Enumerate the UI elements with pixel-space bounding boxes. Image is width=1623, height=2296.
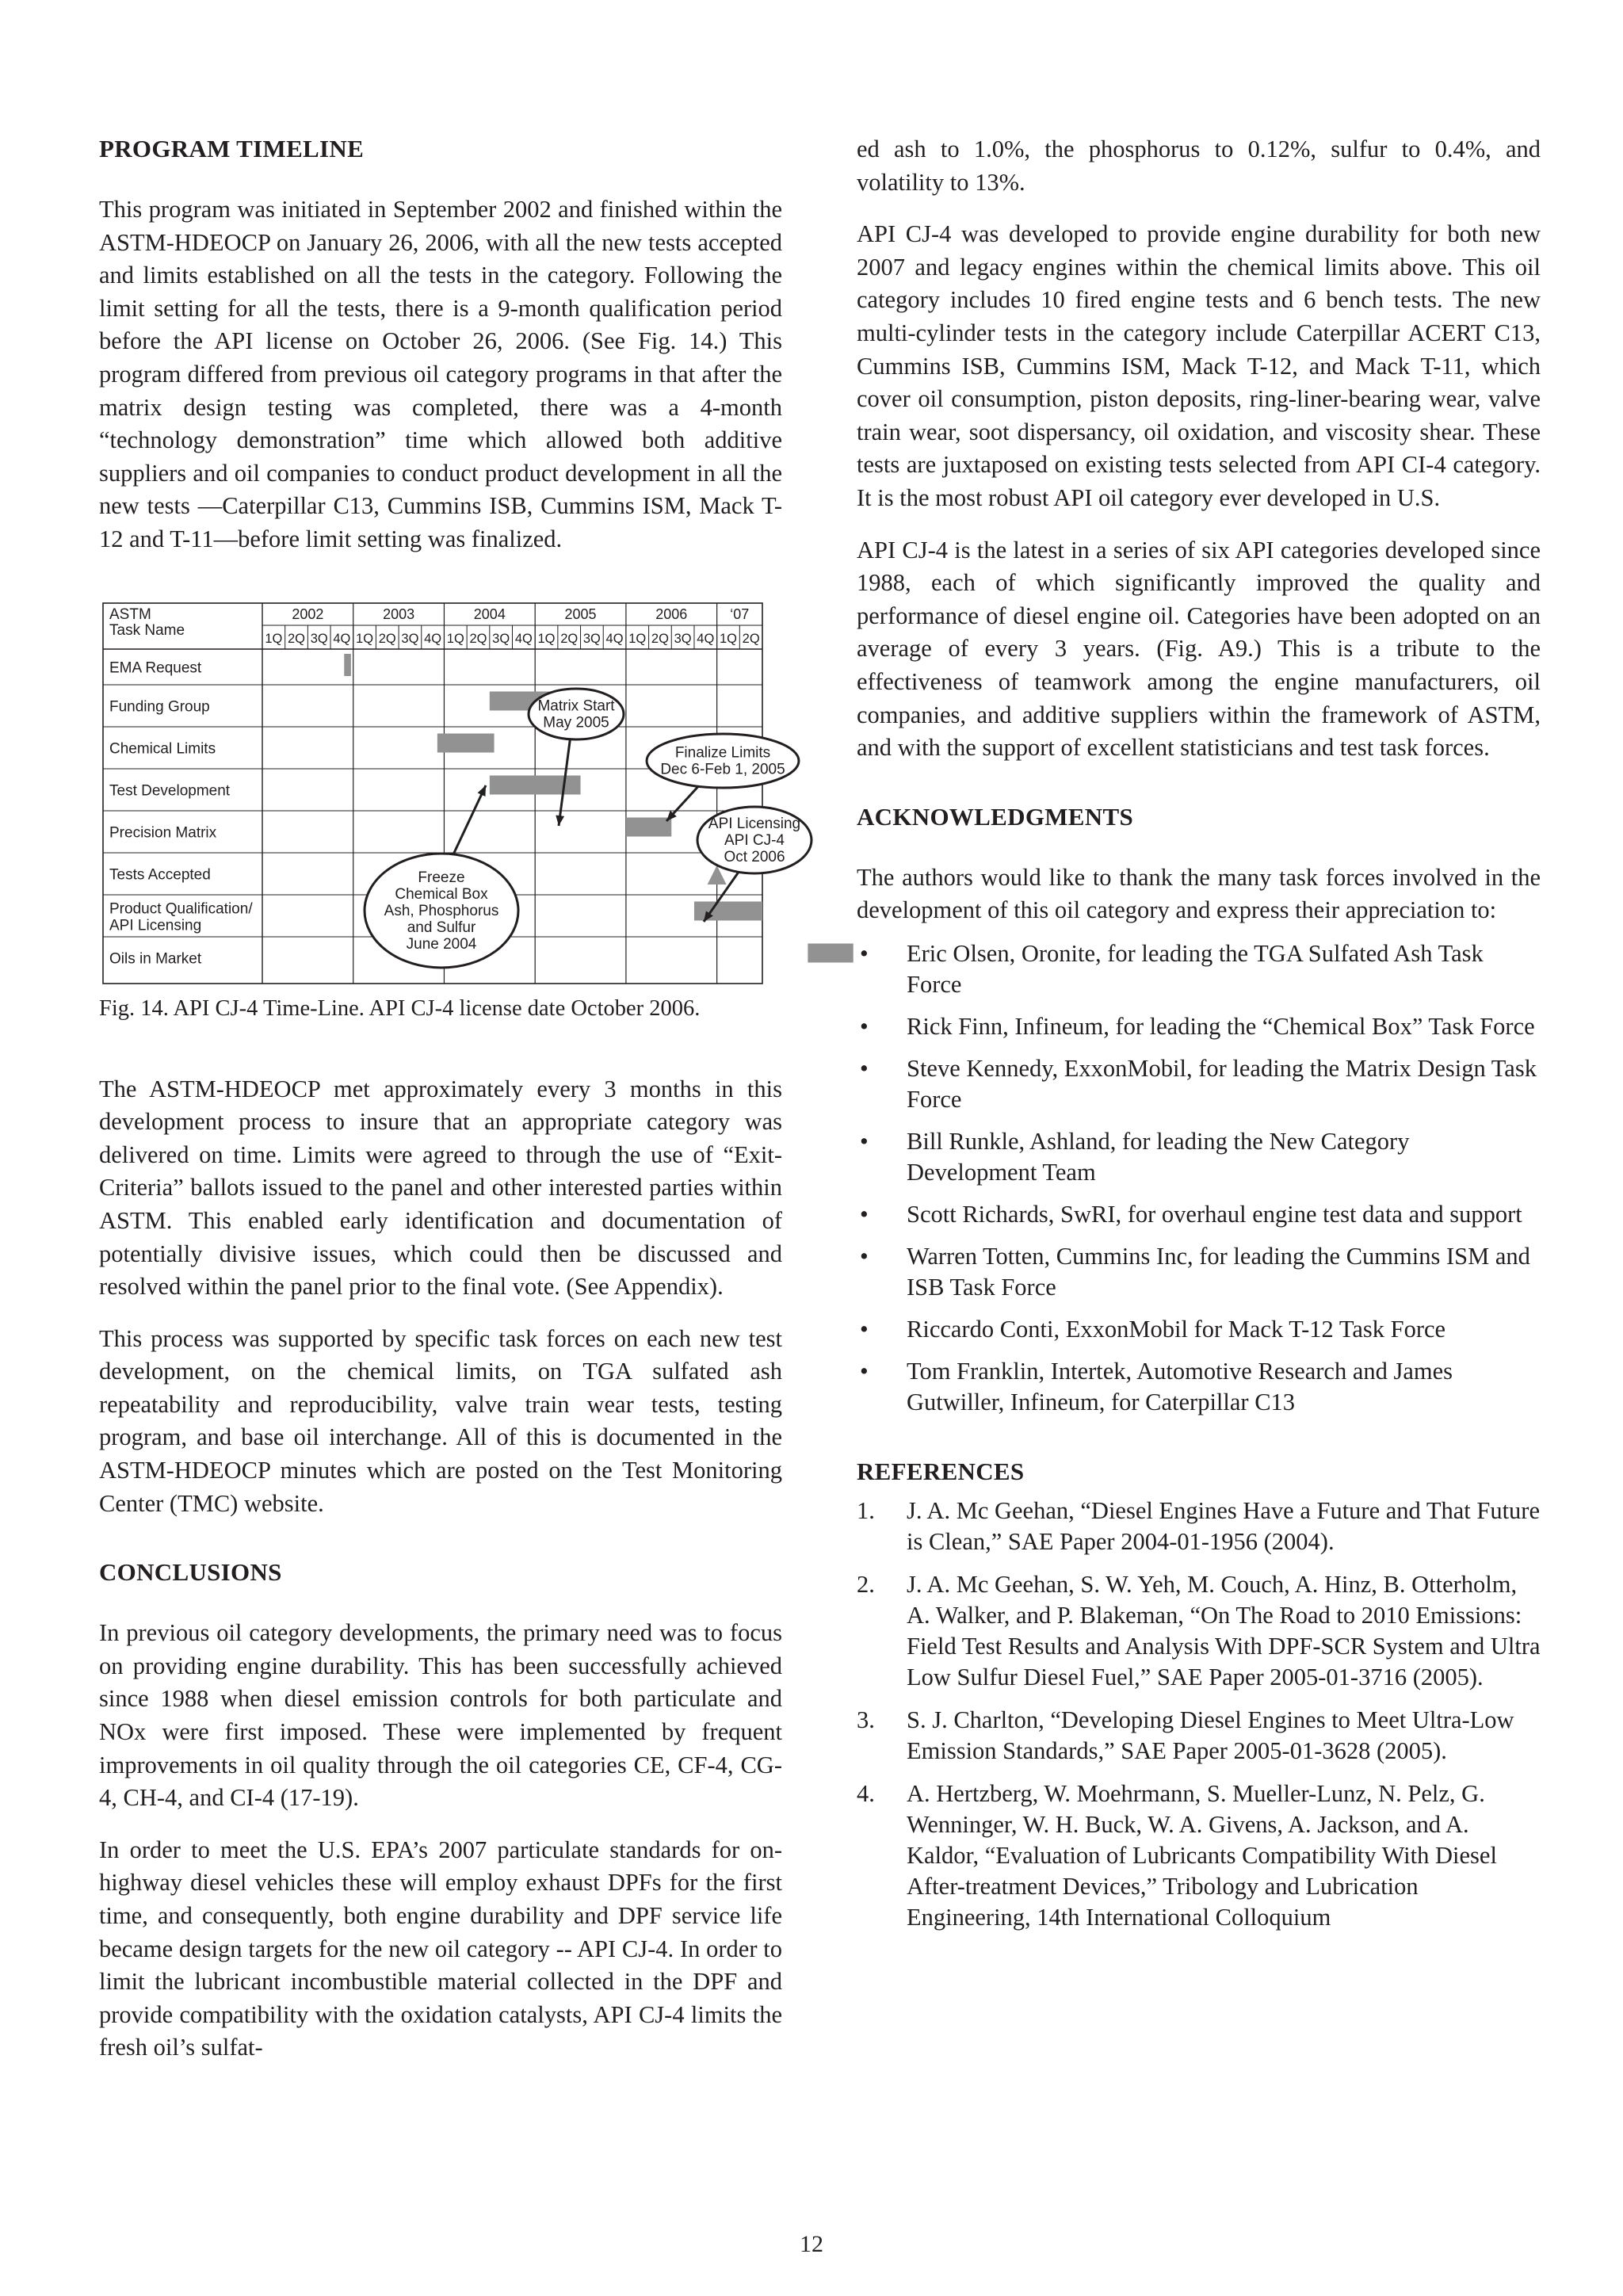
list-item: • Bill Runkle, Ashland, for leading the New Category Development Team bbox=[860, 1127, 1410, 1186]
list-item: • Eric Olsen, Oronite, for leading the TGA Sulfated Ash Task Force bbox=[860, 939, 1484, 998]
quarter-label: 1Q bbox=[265, 631, 283, 646]
task-label: Oils in Market bbox=[109, 950, 202, 968]
quarter-label: 4Q bbox=[424, 631, 442, 646]
quarter-label: 1Q bbox=[446, 631, 464, 646]
bullet-marker: • bbox=[860, 1127, 869, 1155]
list-item: • Riccardo Conti, ExxonMobil for Mack T-12 Task Force bbox=[857, 1314, 1541, 1345]
quarter-label: 1Q bbox=[537, 631, 556, 646]
bullet-marker: • bbox=[860, 1315, 869, 1343]
list-item: • Scott Richards, SwRI, for overhaul engine test data and support bbox=[857, 1199, 1541, 1230]
bullet-marker: • bbox=[860, 939, 869, 967]
quarter-label: 4Q bbox=[605, 631, 624, 646]
year-label: 2005 bbox=[564, 606, 597, 622]
finalize-limits-text: Dec 6-Feb 1, 2005 bbox=[660, 761, 785, 778]
header-label: ASTM bbox=[109, 606, 151, 623]
quarter-label: 2Q bbox=[742, 631, 760, 646]
freeze-text: and Sulfur bbox=[407, 919, 476, 936]
api-licensing-text: API CJ-4 bbox=[724, 831, 785, 849]
freeze-text: Freeze bbox=[418, 869, 465, 886]
quarter-label: 3Q bbox=[582, 631, 601, 646]
quarter-label: 4Q bbox=[697, 631, 715, 646]
quarter-label: 3Q bbox=[310, 631, 328, 646]
conclusions-paragraph-2: In order to meet the U.S. EPA’s 2007 particulate standards for on-highway diesel vehicles these will employ exhaust DPFs for the first time, and consequently, both engine durability and DPF service life became design targets for the new oil category -- API CJ-4. In order to limit the lubricant incombustible material collected in the DPF and provide compatibility with the oxidation catalysts, API CJ-4 limits the fresh oil’s sulfat- bbox=[99, 1836, 782, 2061]
quarter-label: 2Q bbox=[560, 631, 579, 646]
list-item: • Rick Finn, Infineum, for leading the “Chemical Box” Task Force bbox=[857, 1011, 1541, 1042]
bullet-marker: • bbox=[860, 1054, 869, 1082]
task-bar bbox=[437, 733, 495, 752]
left-column bbox=[99, 133, 801, 2065]
freeze-text: Chemical Box bbox=[395, 885, 488, 903]
reference-item: 4. A. Hertzberg, W. Moehrmann, S. Mueller-Lunz, N. Pelz, G. Wenninger, W. H. Buck, W. A. Givens, A. Jackson, and A. Kaldor, “Evaluation of Lubricants Compatibility With Diesel After-treatment Devices,” Tribology and Lubrication Engineering, 14th International Colloquium bbox=[857, 1779, 1497, 1931]
timeline-paragraph: This program was initiated in September 2002 and finished within the ASTM-HDEOCP on January 26, 2006, with all the new tests accepted and limits established on all the tests in the category. Following the limit setting for all the tests, there is a 9-month qualification period before the API license on October 26, 2006. (See Fig. 14.) This program differed from previous oil category programs in that after the matrix design testing was completed, there was a 4-month “technology demonstration” time which allowed both additive suppliers and oil companies to conduct product development in all the new tests —Caterpillar C13, Cummins ISB, Cummins ISM, Mack T-12 and T-11—before limit setting was finalized. bbox=[99, 196, 782, 552]
quarter-label: 1Q bbox=[719, 631, 737, 646]
acknowledgments-paragraph: The authors would like to thank the many task forces involved in the development of this oil category and express their appreciation to: bbox=[857, 863, 1541, 924]
freeze-text: Ash, Phosphorus bbox=[384, 902, 499, 919]
quarter-label: 2Q bbox=[378, 631, 396, 646]
latest-paragraph: API CJ-4 is the latest in a series of six API categories developed since 1988, each of which significantly improved the quality and performance of diesel engine oil. Categories have been adopted on an average of every 3 years. (Fig. A9.) This is a tribute to the effectiveness of teamwork among the engine manufacturers, oil companies, and additive suppliers within the framework of ASTM, and with the support of excellent statisticians and test task forces. bbox=[857, 536, 1541, 762]
api-licensing-text: Oct 2006 bbox=[724, 848, 785, 865]
bullet-marker: • bbox=[860, 1200, 869, 1228]
task-label: Test Development bbox=[109, 782, 231, 800]
task-label: EMA Request bbox=[109, 659, 202, 677]
timeline-heading: PROGRAM TIMELINE bbox=[99, 135, 365, 162]
timeline-figure bbox=[99, 599, 801, 988]
meetings-paragraph: The ASTM-HDEOCP met approximately every 3 months in this development process to insure that an appropriate category was delivered on time. Limits were agreed to through the use of “Exit-Criteria” ballots issued to the panel and other interested parties within ASTM. This enabled early identification and documentation of potentially divisive issues, which could then be discussed and resolved within the panel prior to the final vote. (See Appendix). bbox=[99, 1075, 782, 1301]
quarter-label: 3Q bbox=[674, 631, 692, 646]
year-label: 2006 bbox=[655, 606, 688, 622]
bullet-marker: • bbox=[860, 1012, 869, 1040]
bullet-marker: • bbox=[860, 1242, 869, 1270]
conclusions-paragraph-1: In previous oil category developments, the primary need was to focus on providing engine durability. This has been successfully achieved since 1988 when diesel emission controls for both particulate and NOx were first imposed. These were implemented by frequent improvements in oil quality through the oil categories CE, CF-4, CG-4, CH-4, and CI-4 (17-19). bbox=[99, 1619, 782, 1812]
gantt-chart bbox=[99, 599, 801, 988]
right-column bbox=[857, 133, 1541, 1945]
quarter-label: 1Q bbox=[628, 631, 647, 646]
reference-item: 3. S. J. Charlton, “Developing Diesel Engines to Meet Ultra-Low Emission Standards,” SAE Paper 2005-01-3628 (2005). bbox=[857, 1706, 1514, 1764]
task-bar bbox=[808, 943, 853, 962]
year-label: 2002 bbox=[292, 606, 324, 622]
quarter-label: 2Q bbox=[469, 631, 487, 646]
acknowledgments-heading: ACKNOWLEDGMENTS bbox=[857, 802, 1133, 831]
quarter-label: 3Q bbox=[401, 631, 419, 646]
conclusions-heading: CONCLUSIONS bbox=[99, 1558, 282, 1587]
freeze-text: June 2004 bbox=[406, 935, 477, 953]
continued-paragraph: ed ash to 1.0%, the phosphorus to 0.12%, sulfur to 0.4%, and volatility to 13%. bbox=[857, 136, 1541, 196]
task-bar bbox=[694, 901, 762, 920]
list-item: • Tom Franklin, Intertek, Automotive Research and James Gutwiller, Infineum, for Caterpillar C13 bbox=[860, 1357, 1453, 1415]
reference-item: 1. J. A. Mc Geehan, “Diesel Engines Have a Future and That Future is Clean,” SAE Paper 2004-01-1956 (2004). bbox=[857, 1496, 1541, 1555]
taskforces-paragraph: This process was supported by specific task forces on each new test development, on the chemical limits, on TGA sulfated ash repeatability and reproducibility, valve train wear tests, testing program, and base oil interchange. All of this is documented in the ASTM-HDEOCP minutes which are posted on the Test Monitoring Center (TMC) website. bbox=[99, 1324, 782, 1517]
year-label: 2003 bbox=[383, 606, 415, 622]
task-label: API Licensing bbox=[109, 917, 202, 934]
task-label: Tests Accepted bbox=[109, 866, 211, 884]
references-heading: REFERENCES bbox=[857, 1457, 1025, 1485]
year-label: 2004 bbox=[473, 606, 506, 622]
quarter-label: 3Q bbox=[492, 631, 510, 646]
task-bar bbox=[490, 775, 581, 794]
figure-caption: Fig. 14. API CJ-4 Time-Line. API CJ-4 license date October 2006. bbox=[99, 995, 701, 1021]
api-licensing-text: API Licensing bbox=[708, 815, 801, 832]
acknowledgments-list bbox=[857, 938, 1541, 1418]
task-label: Chemical Limits bbox=[109, 740, 216, 758]
bullet-marker: • bbox=[860, 1357, 869, 1385]
quarter-label: 2Q bbox=[651, 631, 669, 646]
references-list bbox=[857, 1496, 1541, 1933]
quarter-label: 4Q bbox=[514, 631, 533, 646]
quarter-label: 4Q bbox=[333, 631, 351, 646]
finalize-limits-text: Finalize Limits bbox=[674, 744, 771, 762]
task-bar bbox=[344, 654, 351, 676]
list-item: • Steve Kennedy, ExxonMobil, for leading the Matrix Design Task Force bbox=[860, 1054, 1537, 1113]
matrix-start-text: May 2005 bbox=[543, 714, 609, 732]
task-label: Funding Group bbox=[109, 698, 210, 716]
year-label: ‘07 bbox=[730, 606, 750, 622]
page-number: 12 bbox=[800, 2231, 823, 2257]
header-label: Task Name bbox=[109, 621, 185, 639]
quarter-label: 1Q bbox=[356, 631, 374, 646]
quarter-label: 2Q bbox=[288, 631, 306, 646]
task-label: Product Qualification/ bbox=[109, 900, 253, 918]
task-bar bbox=[626, 817, 671, 836]
matrix-start-text: Matrix Start bbox=[537, 697, 615, 715]
cj4-paragraph: API CJ-4 was developed to provide engine durability for both new 2007 and legacy engines within the chemical limits above. This oil category includes 10 fired engine tests and 6 bench tests. The new multi-cylinder tests in the category include Caterpillar ACERT C13, Cummins ISB, Cummins ISM, Mack T-12, and Mack T-11, which cover oil consumption, piston deposits, ring-liner-bearing wear, valve train wear, soot dispersancy, oil oxidation, and viscosity shear. These tests are juxtaposed on existing tests selected from API CI-4 category. It is the most robust API oil category ever developed in U.S. bbox=[857, 220, 1541, 511]
list-item: • Warren Totten, Cummins Inc, for leading the Cummins ISM and ISB Task Force bbox=[860, 1242, 1530, 1301]
task-label: Precision Matrix bbox=[109, 824, 217, 842]
reference-item: 2. J. A. Mc Geehan, S. W. Yeh, M. Couch, A. Hinz, B. Otterholm, A. Walker, and P. Blakeman, “On The Road to 2010 Emissions: Field Test Results and Analysis With DPF-SCR System and Ultra Low Sulfur Diesel Fuel,” SAE Paper 2005-01-3716 (2005). bbox=[857, 1570, 1541, 1690]
